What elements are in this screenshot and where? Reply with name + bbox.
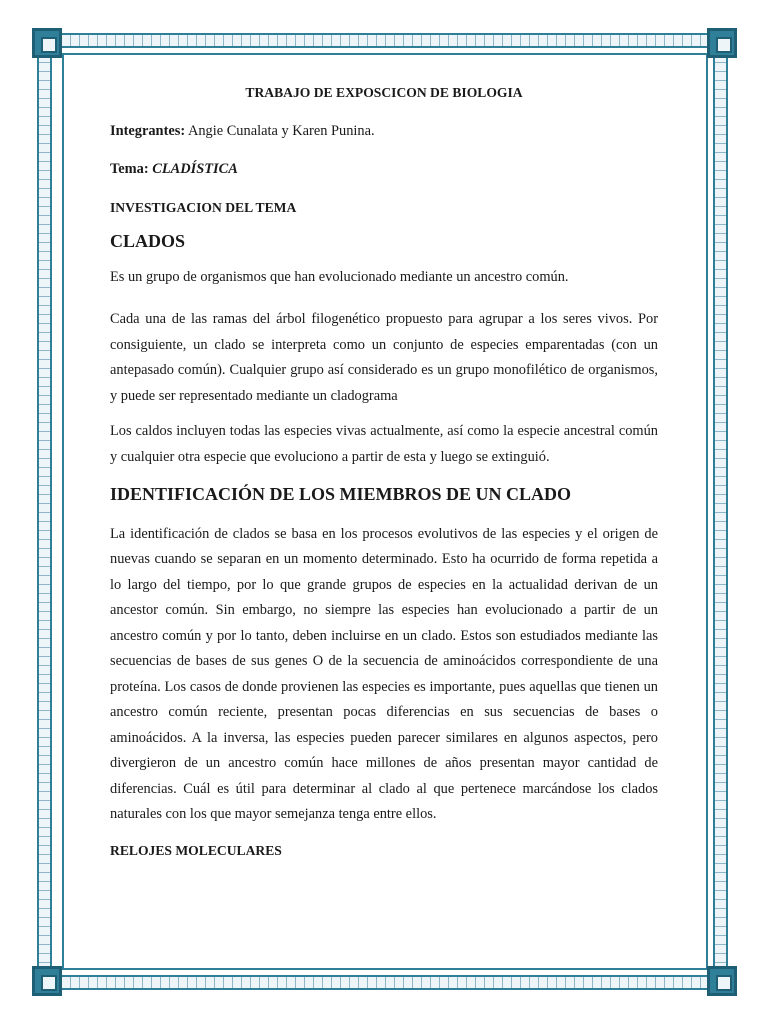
inner-border-bottom xyxy=(62,968,708,970)
border-corner-ornament xyxy=(32,966,62,996)
paragraph-identificacion: La identificación de clados se basa en los procesos evolutivos de las especies y el origen de nuevas cuando se separan en un momento determinado. Esto ha ocurrido de forma repetida a lo largo del tiempo, por lo que grande grupos de especies en la actualidad derivan de un ancestor común. Sin embargo, no siempre las especies han evolucionado a partir de un ancestro común y por lo tanto, deben incluirse en un clado. Estos son estudiados mediante las secuencias de bases de sus genes O de la secuencia de aminoácidos correspondiente de una proteína. Los casos de donde provienen las especies es importante, pues aquellas que tienen un ancestro común reciente, presentan pocas diferencias en sus secuencias de bases o aminoácidos. A la inversa, las especies pueden parecer similares en algunos aspectos, pero divergieron de un ancestro común hace millones de años presentan mayor cantidad de diferencias. Cuál es útil para determinar al clado al que pertenece marcándose los clados naturales con los que mayor semejanza tenga entre ellos. xyxy=(110,525,658,823)
border-corner-ornament xyxy=(32,28,62,58)
integrantes-line xyxy=(110,122,658,141)
paragraph-ramas: Cada una de las ramas del árbol filogenético propuesto para agrupar a los seres vivos. Por consiguiente, un clado se interpreta como un conjunto de especies emparentadas (con un antepasado común). Cualquier grupo así considerado es un grupo monofilético de organismos, y puede ser representado mediante un cladograma xyxy=(110,311,658,404)
integrantes-label: Integrantes: xyxy=(110,122,186,139)
paragraph-incluyen: Los caldos incluyen todas las especies vivas actualmente, así como la especie ancestral común y cualquier otra especie que evoluciono a partir de esta y luego se extinguió. xyxy=(110,423,658,465)
tema-value: CLADÍSTICA xyxy=(152,161,238,178)
identificacion-heading: IDENTIFICACIÓN DE LOS MIEMBROS DE UN CLADO xyxy=(110,484,572,505)
document-title: TRABAJO DE EXPOSCICON DE BIOLOGIA xyxy=(245,85,523,100)
page-border-left xyxy=(37,42,52,982)
page-border-bottom xyxy=(42,975,728,990)
inner-border-right xyxy=(706,53,708,970)
page-border-top xyxy=(42,33,728,48)
tema-label: Tema: xyxy=(110,161,149,178)
inner-border-left xyxy=(62,53,64,970)
integrantes-value: Angie Cunalata y Karen Punina. xyxy=(185,122,375,139)
clados-heading: CLADOS xyxy=(110,230,186,251)
border-corner-ornament xyxy=(707,28,737,58)
investigacion-heading: INVESTIGACION DEL TEMA xyxy=(110,200,297,216)
document-body xyxy=(110,84,658,873)
page-border-right xyxy=(713,42,728,982)
tema-line xyxy=(110,160,658,179)
relojes-heading: RELOJES MOLECULARES xyxy=(110,842,282,858)
border-corner-ornament xyxy=(707,966,737,996)
inner-border-top xyxy=(62,53,708,55)
paragraph-definition: Es un grupo de organismos que han evolucionado mediante un ancestro común. xyxy=(110,269,569,286)
